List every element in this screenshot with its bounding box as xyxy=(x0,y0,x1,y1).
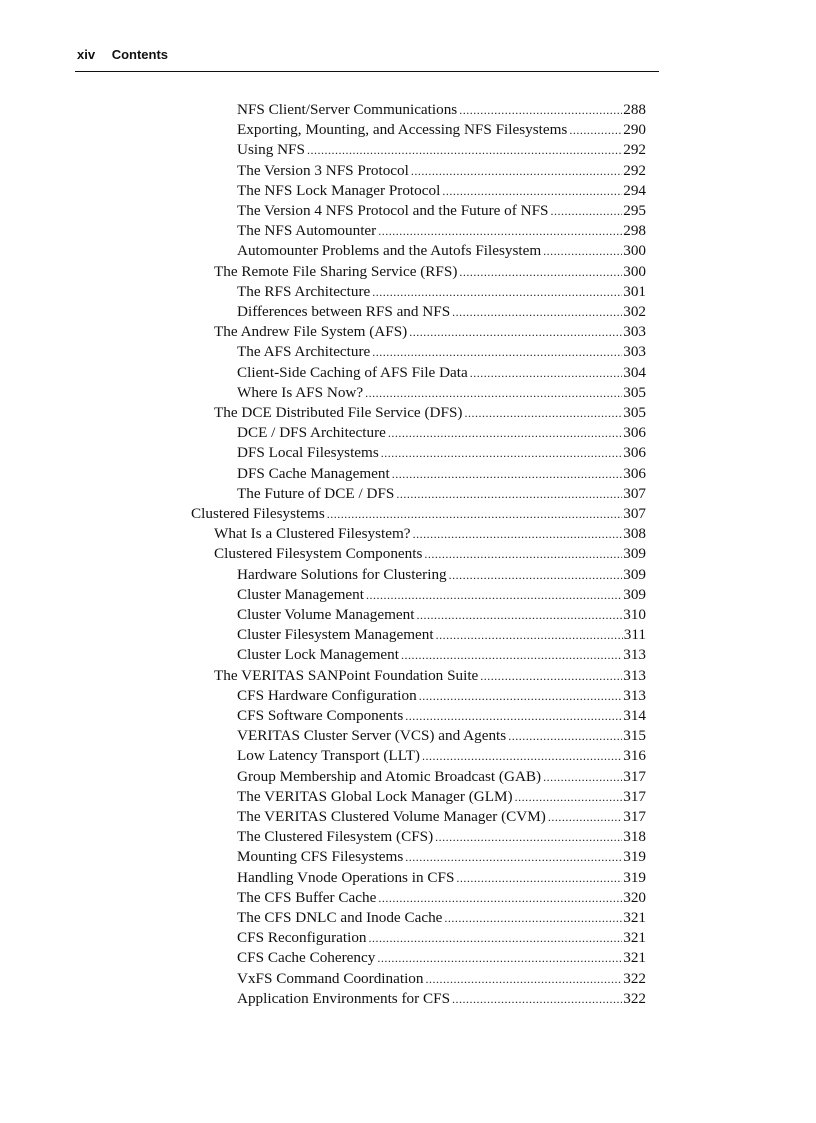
dot-leader xyxy=(515,788,623,806)
toc-entry-title: The VERITAS Clustered Volume Manager (CVM) xyxy=(237,808,546,825)
dot-leader xyxy=(409,323,622,341)
toc-entry[interactable] xyxy=(237,202,646,222)
toc-entry[interactable] xyxy=(237,869,646,889)
toc-entry-page: 300 xyxy=(623,262,646,280)
toc-entry-title: The NFS Lock Manager Protocol xyxy=(237,181,441,199)
toc-entry-page: 315 xyxy=(623,727,646,745)
dot-leader xyxy=(456,869,622,887)
dot-leader xyxy=(548,808,622,826)
toc-entry[interactable] xyxy=(237,465,646,485)
toc-entry[interactable] xyxy=(237,566,646,586)
toc-entry-page: 303 xyxy=(623,323,646,341)
toc-entry-title: Group Membership and Atomic Broadcast (GAB) xyxy=(237,767,542,785)
toc-entry-title: CFS Hardware Configuration xyxy=(237,686,417,704)
toc-entry-title: Where Is AFS Now? xyxy=(237,383,364,401)
toc-entry-page: 314 xyxy=(623,707,646,724)
toc-entry-title: Automounter Problems and the Autofs Filesystem xyxy=(237,242,542,260)
toc-entry-page: 320 xyxy=(623,888,646,906)
toc-entry-title: The CFS DNLC and Inode Cache xyxy=(237,909,443,926)
toc-entry-title: Handling Vnode Operations in CFS xyxy=(237,868,455,886)
toc-entry-title: The VERITAS Global Lock Manager (GLM) xyxy=(237,787,513,805)
toc-entry-title: CFS Software Components xyxy=(237,707,404,724)
dot-leader xyxy=(388,424,622,442)
toc-entry[interactable] xyxy=(237,606,646,626)
toc-entry-page: 301 xyxy=(623,282,646,300)
toc-entry-title: Using NFS xyxy=(237,141,305,159)
toc-entry[interactable] xyxy=(237,141,646,161)
dot-leader xyxy=(543,768,622,786)
toc-entry[interactable] xyxy=(237,747,646,767)
dot-leader xyxy=(377,949,622,967)
toc-entry-page: 290 xyxy=(623,121,646,139)
toc-entry[interactable] xyxy=(237,929,646,949)
toc-entry-page: 294 xyxy=(623,181,646,199)
dot-leader xyxy=(405,848,622,866)
toc-entry[interactable] xyxy=(237,707,646,727)
toc-entry-page: 310 xyxy=(623,606,646,623)
toc-entry-title: Application Environments for CFS xyxy=(237,989,451,1007)
toc-entry-page: 318 xyxy=(623,828,646,846)
running-title: Contents xyxy=(111,47,169,62)
toc-entry-page: 292 xyxy=(623,161,646,179)
toc-entry-title: Clustered Filesystem Components xyxy=(214,545,423,563)
header-rule xyxy=(75,71,659,72)
toc-entry-page: 317 xyxy=(623,767,646,785)
toc-entry[interactable] xyxy=(237,182,646,202)
toc-entry-page: 317 xyxy=(623,787,646,805)
toc-entry[interactable] xyxy=(237,586,646,606)
toc-entry[interactable] xyxy=(237,687,646,707)
dot-leader xyxy=(422,747,622,765)
toc-entry-title: Clustered Filesystems xyxy=(191,505,325,522)
toc-entry-page: 298 xyxy=(623,222,646,240)
dot-leader xyxy=(435,828,622,846)
dot-leader xyxy=(424,545,622,563)
toc-entry-title: Client-Side Caching of AFS File Data xyxy=(237,363,468,381)
toc-entry-page: 305 xyxy=(623,404,646,421)
toc-entry[interactable] xyxy=(214,525,646,545)
toc-entry-title: The Future of DCE / DFS xyxy=(237,484,395,502)
toc-entry[interactable] xyxy=(237,101,646,121)
toc-entry-title: VxFS Command Coordination xyxy=(237,969,424,987)
toc-entry-page: 313 xyxy=(623,666,646,684)
toc-entry-title: The NFS Automounter xyxy=(237,222,377,240)
dot-leader xyxy=(327,505,622,523)
dot-leader xyxy=(405,707,622,725)
dot-leader xyxy=(569,121,622,139)
toc-entry-title: Mounting CFS Filesystems xyxy=(237,848,404,866)
toc-entry[interactable] xyxy=(237,283,646,303)
toc-entry-page: 322 xyxy=(623,989,646,1007)
toc-entry-title: NFS Client/Server Communications xyxy=(237,101,458,118)
toc-entry-title: The RFS Architecture xyxy=(237,282,371,300)
toc-entry-title: Cluster Filesystem Management xyxy=(237,626,434,644)
toc-entry-title: The AFS Architecture xyxy=(237,343,371,361)
toc-entry-title: CFS Cache Coherency xyxy=(237,949,376,967)
toc-entry-title: What Is a Clustered Filesystem? xyxy=(214,525,411,543)
dot-leader xyxy=(543,242,622,260)
dot-leader xyxy=(425,970,622,988)
toc-entry[interactable] xyxy=(237,970,646,990)
toc-entry-page: 322 xyxy=(623,969,646,987)
toc-entry-title: Hardware Solutions for Clustering xyxy=(237,565,447,583)
dot-leader xyxy=(378,889,622,907)
toc-entry-page: 321 xyxy=(623,909,646,926)
toc-entry[interactable] xyxy=(237,768,646,788)
toc-entry[interactable] xyxy=(237,909,646,929)
toc-entry[interactable] xyxy=(237,242,646,262)
toc-entry-page: 308 xyxy=(623,525,646,543)
toc-entry[interactable] xyxy=(237,889,646,909)
toc-entry-page: 288 xyxy=(623,101,646,118)
dot-leader xyxy=(444,909,622,927)
toc-entry-title: DFS Local Filesystems xyxy=(237,444,379,462)
toc-entry-title: DFS Cache Management xyxy=(237,464,390,482)
toc-entry[interactable] xyxy=(237,162,646,182)
dot-leader xyxy=(416,606,622,624)
toc-entry-title: The Version 4 NFS Protocol and the Future of NFS xyxy=(237,202,549,219)
toc-entry-page: 319 xyxy=(623,868,646,886)
dot-leader xyxy=(470,364,622,382)
dot-leader xyxy=(372,283,622,301)
dot-leader xyxy=(508,727,622,745)
toc-entry-page: 302 xyxy=(623,303,646,320)
toc-entry-title: Cluster Volume Management xyxy=(237,606,415,623)
dot-leader xyxy=(464,404,622,422)
dot-leader xyxy=(449,566,623,584)
toc-entry-page: 295 xyxy=(623,202,646,219)
toc-entry[interactable] xyxy=(214,323,646,343)
toc-entry-title: CFS Reconfiguration xyxy=(237,929,367,947)
dot-leader xyxy=(452,303,622,321)
toc-entry-page: 321 xyxy=(623,949,646,967)
dot-leader xyxy=(307,141,622,159)
toc-entry-page: 304 xyxy=(623,363,646,381)
toc-entry[interactable] xyxy=(237,828,646,848)
toc-entry-page: 307 xyxy=(623,505,646,522)
dot-leader xyxy=(419,687,623,705)
toc-entry-title: The VERITAS SANPoint Foundation Suite xyxy=(214,666,479,684)
toc-entry[interactable] xyxy=(237,788,646,808)
toc-entry[interactable] xyxy=(237,626,646,646)
toc-entry[interactable] xyxy=(237,444,646,464)
toc-entry-page: 311 xyxy=(623,626,646,644)
dot-leader xyxy=(381,444,622,462)
toc-entry[interactable] xyxy=(237,848,646,868)
toc-entry[interactable] xyxy=(214,263,646,283)
toc-entry-page: 306 xyxy=(623,464,646,482)
toc-entry-page: 303 xyxy=(623,343,646,361)
toc-entry-page: 309 xyxy=(623,565,646,583)
toc-entry-title: Cluster Lock Management xyxy=(237,646,399,664)
dot-leader xyxy=(365,384,622,402)
toc-entry[interactable] xyxy=(237,485,646,505)
toc-entry-title: The Andrew File System (AFS) xyxy=(214,323,408,341)
toc-entry-page: 300 xyxy=(623,242,646,260)
toc-entry-title: VERITAS Cluster Server (VCS) and Agents xyxy=(237,727,507,745)
toc-entry[interactable] xyxy=(237,343,646,363)
dot-leader xyxy=(378,222,622,240)
toc-entry[interactable] xyxy=(237,808,646,828)
dot-leader xyxy=(413,525,623,543)
dot-leader xyxy=(366,586,622,604)
toc-entry[interactable] xyxy=(237,364,646,384)
toc-entry-page: 313 xyxy=(623,646,646,664)
toc-entry[interactable] xyxy=(237,646,646,666)
dot-leader xyxy=(459,263,622,281)
toc-entry-title: The Remote File Sharing Service (RFS) xyxy=(214,262,458,280)
toc-entry[interactable] xyxy=(237,727,646,747)
toc-entry-page: 309 xyxy=(623,585,646,603)
dot-leader xyxy=(372,343,622,361)
toc-entry-page: 321 xyxy=(623,929,646,947)
toc-entry[interactable] xyxy=(237,424,646,444)
page-number: xiv xyxy=(77,47,96,62)
dot-leader xyxy=(369,929,623,947)
toc-entry-title: Low Latency Transport (LLT) xyxy=(237,747,420,765)
toc-entry-page: 309 xyxy=(623,545,646,563)
toc-entry[interactable] xyxy=(237,121,646,141)
toc-entry-title: DCE / DFS Architecture xyxy=(237,424,386,442)
dot-leader xyxy=(452,990,622,1008)
dot-leader xyxy=(459,101,622,119)
toc-entry-page: 313 xyxy=(623,686,646,704)
toc-entry[interactable] xyxy=(237,222,646,242)
toc-entry-page: 305 xyxy=(623,383,646,401)
dot-leader xyxy=(396,485,622,503)
toc-entry-title: The Clustered Filesystem (CFS) xyxy=(237,828,434,846)
toc-entry-page: 317 xyxy=(623,808,646,825)
toc-entry-title: Exporting, Mounting, and Accessing NFS Filesystems xyxy=(237,121,568,139)
toc-entry[interactable] xyxy=(237,949,646,969)
dot-leader xyxy=(480,667,622,685)
toc-entry-title: Cluster Management xyxy=(237,585,364,603)
toc-entry-page: 306 xyxy=(623,424,646,442)
toc-entry-title: The Version 3 NFS Protocol xyxy=(237,161,409,179)
toc-entry[interactable] xyxy=(237,990,646,1010)
toc-entry[interactable] xyxy=(191,505,646,525)
toc-entry-page: 292 xyxy=(623,141,646,159)
toc-entry[interactable] xyxy=(237,303,646,323)
toc-entry-page: 307 xyxy=(623,484,646,502)
toc-entry-page: 316 xyxy=(623,747,646,765)
toc-entry-page: 319 xyxy=(623,848,646,866)
toc-entry[interactable] xyxy=(214,404,646,424)
dot-leader xyxy=(411,162,622,180)
toc-entry-title: The DCE Distributed File Service (DFS) xyxy=(214,404,463,421)
dot-leader xyxy=(442,182,622,200)
running-header xyxy=(77,47,659,65)
toc-entry-title: The CFS Buffer Cache xyxy=(237,888,377,906)
dot-leader xyxy=(550,202,622,220)
toc-entry[interactable] xyxy=(214,667,646,687)
toc-entry[interactable] xyxy=(237,384,646,404)
dot-leader xyxy=(392,465,623,483)
toc-entry-title: Differences between RFS and NFS xyxy=(237,303,451,320)
dot-leader xyxy=(401,646,622,664)
toc-entry-page: 306 xyxy=(623,444,646,462)
toc-entry[interactable] xyxy=(214,545,646,565)
dot-leader xyxy=(436,626,623,644)
